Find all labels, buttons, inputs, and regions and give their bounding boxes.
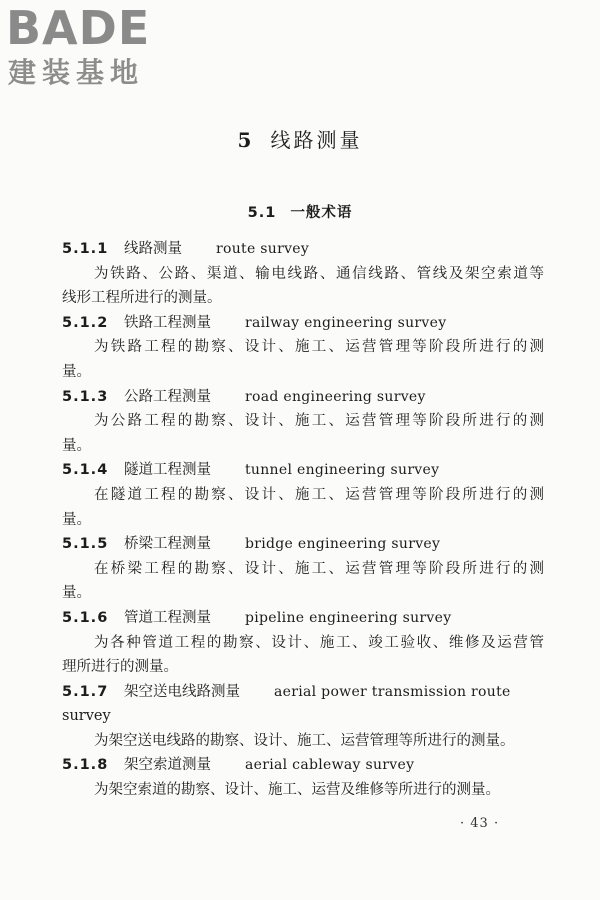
definition-line: 为架空送电线路的勘察、设计、施工、运营管理等所进行的测量。 — [94, 732, 515, 749]
section-title-text: 一般术语 — [290, 205, 353, 221]
term-code: 5.1.1 — [62, 241, 109, 257]
definition-line: 量。 — [62, 511, 91, 528]
term-english: aerial cableway survey — [245, 757, 415, 774]
term-chinese: 线路测量 — [124, 241, 182, 257]
term-heading — [62, 532, 544, 557]
term-chinese: 架空送电线路测量 — [124, 683, 240, 700]
term-chinese: 隧道工程测量 — [124, 462, 211, 479]
term-heading — [62, 237, 544, 262]
term-heading — [62, 385, 544, 410]
term-heading — [62, 680, 544, 705]
chapter-title-text: 线路测量 — [270, 128, 363, 152]
term-code: 5.1.8 — [62, 757, 109, 774]
definition-line: 量。 — [62, 585, 91, 602]
term-code: 5.1.4 — [62, 462, 109, 479]
definition-line: 线形工程所进行的测量。 — [62, 290, 222, 307]
term-chinese: 铁路工程测量 — [124, 314, 211, 331]
term-code: 5.1.6 — [62, 609, 109, 626]
terms-content — [62, 237, 544, 803]
definition-line: 在桥梁工程的勘察、设计、施工、运营管理等阶段所进行的测 — [94, 560, 544, 577]
logo-wordmark: BADE — [6, 1, 151, 55]
term-heading — [62, 606, 544, 631]
definition-line: 为架空索道的勘察、设计、施工、运营及维修等所进行的测量。 — [94, 782, 500, 799]
term-chinese: 公路工程测量 — [124, 388, 211, 405]
term-english: road engineering survey — [245, 388, 426, 405]
section-title — [0, 202, 600, 224]
term-code: 5.1.5 — [62, 536, 109, 553]
term-english: aerial power transmission route — [274, 683, 511, 700]
definition-line: 量。 — [62, 437, 91, 454]
term-code: 5.1.2 — [62, 314, 109, 331]
term-chinese: 架空索道测量 — [124, 757, 211, 774]
term-heading — [62, 311, 544, 336]
term-heading — [62, 458, 544, 483]
definition-line: 为各种管道工程的勘察、设计、施工、竣工验收、维修及运营管 — [94, 634, 544, 651]
term-english: pipeline engineering survey — [245, 609, 452, 626]
bade-logo — [6, 2, 181, 92]
definition-line: survey — [62, 708, 111, 725]
term-english: railway engineering survey — [245, 314, 447, 331]
chapter-number: 5 — [237, 128, 255, 152]
definition-line: 量。 — [62, 363, 91, 380]
section-number: 5.1 — [247, 205, 277, 221]
term-heading — [62, 753, 544, 778]
term-code: 5.1.7 — [62, 683, 109, 700]
logo-subtitle: 建装基地 — [8, 56, 145, 89]
chapter-title — [0, 126, 600, 154]
page-number: · 43 · — [460, 816, 500, 831]
term-chinese: 管道工程测量 — [124, 609, 211, 626]
term-code: 5.1.3 — [62, 388, 109, 405]
term-english: tunnel engineering survey — [245, 462, 440, 479]
term-english: bridge engineering survey — [245, 536, 441, 553]
term-chinese: 桥梁工程测量 — [124, 536, 211, 553]
definition-line: 为公路工程的勘察、设计、施工、运营管理等阶段所进行的测 — [94, 413, 544, 430]
term-english: route survey — [216, 241, 310, 257]
definition-line: 在隧道工程的勘察、设计、施工、运营管理等阶段所进行的测 — [94, 486, 544, 503]
definition-line: 为铁路工程的勘察、设计、施工、运营管理等阶段所进行的测 — [94, 339, 544, 356]
definition-line: 为铁路、公路、渠道、输电线路、通信线路、管线及架空索道等 — [94, 265, 544, 282]
definition-line: 理所进行的测量。 — [62, 659, 178, 676]
